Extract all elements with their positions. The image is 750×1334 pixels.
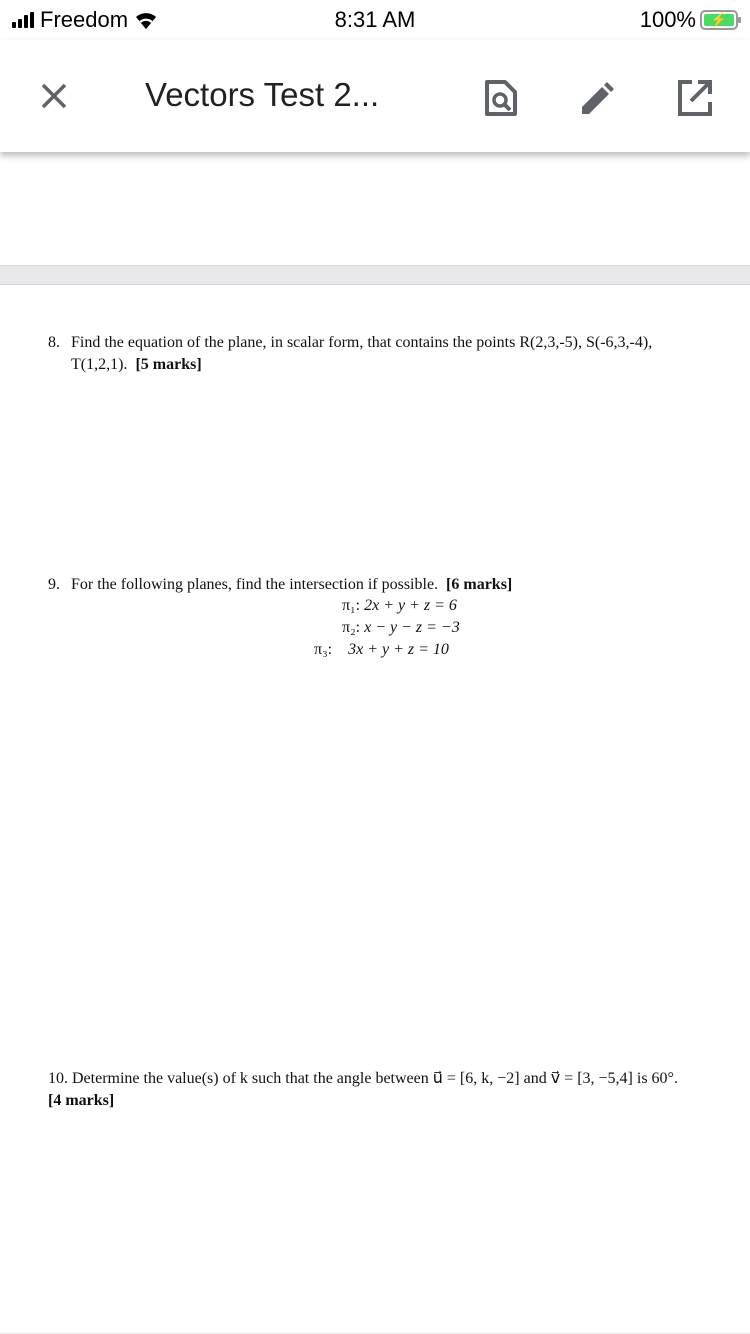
open-external-icon[interactable] bbox=[676, 78, 712, 118]
question-9 bbox=[48, 574, 512, 596]
question-10 bbox=[48, 1068, 748, 1112]
question-number: 9. bbox=[48, 576, 60, 593]
question-8 bbox=[48, 332, 652, 376]
edit-pencil-icon[interactable] bbox=[578, 78, 614, 118]
question-number: 8. bbox=[48, 334, 60, 351]
equation-label: π₂: bbox=[342, 619, 361, 636]
marks: [4 marks] bbox=[48, 1092, 115, 1109]
battery-percent: 100% bbox=[639, 7, 696, 32]
document-viewer[interactable] bbox=[0, 152, 750, 1334]
plane-equation-2 bbox=[342, 619, 460, 637]
plane-equation-1 bbox=[342, 597, 457, 615]
equation-expr: 2x + y + z = 6 bbox=[364, 597, 457, 614]
close-icon[interactable] bbox=[36, 78, 72, 114]
question-number: 10. bbox=[48, 1070, 68, 1087]
battery-status bbox=[640, 7, 738, 33]
carrier-name: Freedom bbox=[40, 7, 129, 32]
question-text: Find the equation of the plane, in scalar form, that contains the points R(2,3,-5), S(-6,3,-4), bbox=[71, 334, 653, 351]
find-in-page-icon[interactable] bbox=[483, 78, 519, 118]
question-text: For the following planes, find the intersection if possible. bbox=[71, 576, 439, 593]
question-text: T(1,2,1). bbox=[71, 356, 128, 373]
battery-charging-icon: ⚡ bbox=[700, 10, 738, 30]
plane-equation-3 bbox=[314, 641, 449, 659]
equation-label: π₁: bbox=[342, 597, 361, 614]
equation-label: π₃: bbox=[314, 641, 333, 658]
clock: 8:31 AM bbox=[334, 7, 416, 32]
status-bar bbox=[0, 0, 750, 40]
equation-expr: x − y − z = −3 bbox=[364, 619, 460, 636]
question-text: Determine the value(s) of k such that the angle between u⃗ = [6, k, −2] and v⃗ = [3, −5,4] is 60°. bbox=[72, 1070, 678, 1087]
document-page bbox=[0, 152, 750, 1334]
document-title: Vectors Test 2... bbox=[145, 76, 380, 113]
equation-expr: 3x + y + z = 10 bbox=[348, 641, 449, 658]
toolbar bbox=[0, 40, 750, 152]
marks: [5 marks] bbox=[135, 356, 202, 373]
marks: [6 marks] bbox=[446, 576, 513, 593]
